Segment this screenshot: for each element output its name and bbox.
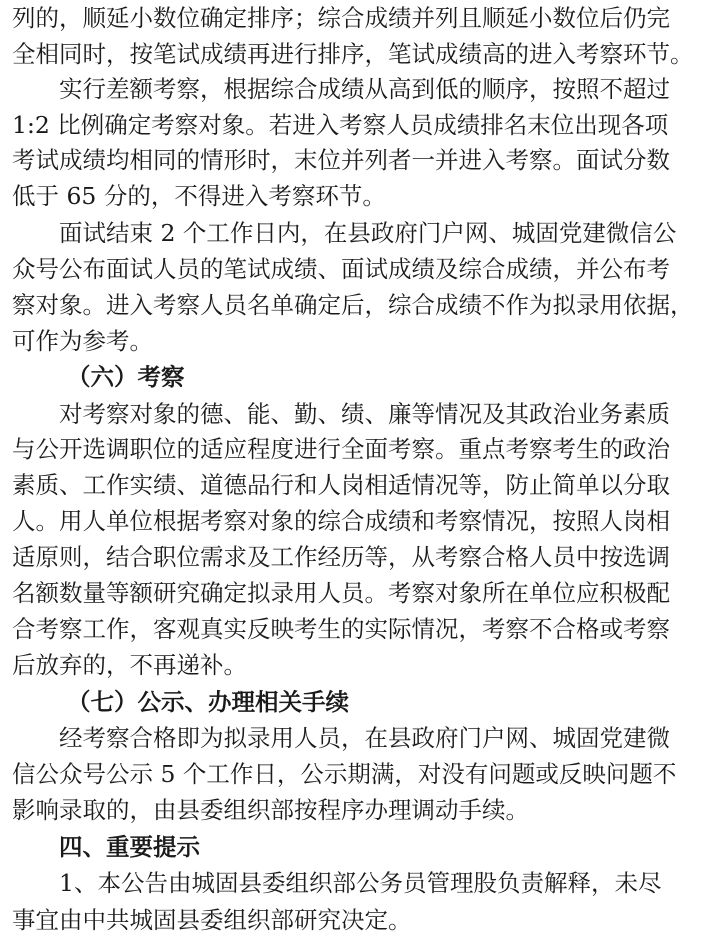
text-line: 后放弃的，不再递补。 <box>12 651 247 679</box>
text-line: 对考察对象的德、能、勤、绩、廉等情况及其政治业务素质 <box>59 400 670 428</box>
text-line: 面试结束 2 个工作日内，在县政府门户网、城固党建微信公 <box>59 219 677 247</box>
text-line: 全相同时，按笔试成绩再进行排序，笔试成绩高的进入考察环节。 <box>12 40 694 68</box>
text-line: 众号公布面试人员的笔试成绩、面试成绩及综合成绩，并公布考 <box>12 255 670 283</box>
section-heading-inspection: （六）考察 <box>67 363 185 391</box>
text-line: 与公开选调职位的适应程度进行全面考察。重点考察考生的政治 <box>12 435 670 463</box>
text-line: 信公众号公示 5 个工作日，公示期满，对没有问题或反映问题不 <box>12 760 677 788</box>
text-line: 实行差额考察，根据综合成绩从高到低的顺序，按照不超过 <box>59 75 670 103</box>
section-heading-publicity: （七）公示、办理相关手续 <box>67 688 349 716</box>
text-line: 1、本公告由城固县委组织部公务员管理股负责解释，未尽 <box>59 869 662 897</box>
text-line: 经考察合格即为拟录用人员，在县政府门户网、城固党建微 <box>59 724 670 752</box>
text-line: 1:2 比例确定考察对象。若进入考察人员成绩排名末位出现各项 <box>12 111 669 139</box>
text-line: 合考察工作，客观真实反映考生的实际情况，考察不合格或考察 <box>12 615 670 643</box>
text-line: 察对象。进入考察人员名单确定后，综合成绩不作为拟录用依据， <box>12 291 694 319</box>
text-line: 影响录取的，由县委组织部按程序办理调动手续。 <box>12 796 529 824</box>
text-line: 考试成绩均相同的情形时，末位并列者一并进入考察。面试分数 <box>12 146 670 174</box>
section-heading-important-notes: 四、重要提示 <box>59 833 200 861</box>
text-line: 低于 65 分的，不得进入考察环节。 <box>12 182 386 210</box>
text-line: 人。用人单位根据考察对象的综合成绩和考察情况，按照人岗相 <box>12 507 670 535</box>
text-line: 素质、工作实绩、道德品行和人岗相适情况等，防止简单以分取 <box>12 471 670 499</box>
text-line: 事宜由中共城固县委组织部研究决定。 <box>12 906 412 934</box>
text-line: 适原则，结合职位需求及工作经历等，从考察合格人员中按选调 <box>12 543 670 571</box>
text-line: 列的，顺延小数位确定排序；综合成绩并列且顺延小数位后仍完 <box>12 4 670 32</box>
text-line: 可作为参考。 <box>12 327 153 355</box>
text-line: 名额数量等额研究确定拟录用人员。考察对象所在单位应积极配 <box>12 579 670 607</box>
